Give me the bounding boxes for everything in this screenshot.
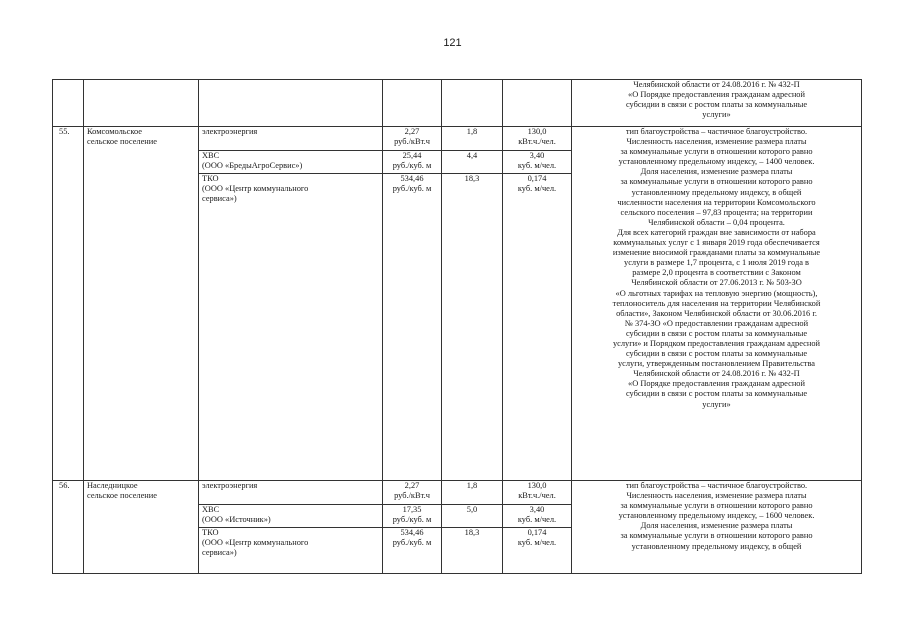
tariff-value: руб./куб. м	[392, 538, 432, 548]
tariff-value: руб./куб. м	[392, 161, 432, 171]
tariff-cell	[383, 528, 442, 574]
tariff-cell	[383, 481, 442, 505]
description-line: «О льготных тарифах на тепловую энергию (мощность),	[615, 288, 818, 298]
table-row	[53, 80, 862, 127]
growth-value: 1,8	[466, 481, 478, 490]
description-line: установленному предельному индексу, – 1400 человек.	[618, 157, 815, 167]
description-line: № 374-ЗО «О предоставлении гражданам адресной	[624, 318, 809, 328]
growth-value: 18,3	[464, 528, 480, 537]
description-line: субсидии в связи с ростом платы за коммунальные	[625, 389, 808, 399]
description-line: за коммунальные услуги в отношении которого равно	[620, 531, 813, 541]
service-name-cell	[199, 151, 383, 174]
service-name: электроэнергия	[202, 127, 258, 136]
table-row	[53, 481, 862, 505]
growth-cell	[442, 481, 503, 505]
description-cell	[572, 80, 862, 127]
tariff-table	[52, 79, 862, 574]
description-line: Доля населения, изменение размера платы	[640, 167, 793, 177]
service-name: (ООО «Центр коммунального	[202, 184, 309, 194]
service-name: электроэнергия	[202, 481, 258, 490]
description-line: сельского поселения – 97,83 процента; на территории	[620, 207, 813, 217]
norm-value: куб. м/чел.	[517, 184, 557, 194]
description-line: субсидии в связи с ростом платы за коммунальные	[625, 349, 808, 359]
growth-cell	[442, 528, 503, 574]
description-line: Челябинской области от 24.08.2016 г. № 432-П	[633, 80, 800, 89]
growth-cell	[442, 174, 503, 481]
norm-cell	[503, 481, 572, 505]
settlement-cell	[84, 80, 199, 127]
norm-value: 3,40	[529, 151, 545, 160]
row-number-cell	[53, 80, 84, 127]
tariff-value: 2,27	[404, 127, 420, 136]
norm-cell	[503, 127, 572, 151]
service-name: ТКО	[202, 174, 219, 183]
service-name: (ООО «Источник»)	[202, 515, 271, 525]
description-line: услуги, утвержденным постановлением Правительства	[617, 359, 816, 369]
tariff-cell	[383, 80, 442, 127]
tariff-value: руб./куб. м	[392, 184, 432, 194]
description-line: за коммунальные услуги в отношении которого равно	[620, 501, 813, 511]
norm-value: куб. м/чел.	[517, 161, 557, 171]
tariff-cell	[383, 174, 442, 481]
service-name: (ООО «БредыАгроСервис»)	[202, 161, 303, 171]
description-line: Доля населения, изменение размера платы	[640, 521, 793, 531]
service-name: сервиса»)	[202, 548, 237, 558]
tariff-cell	[383, 127, 442, 151]
settlement-name: Комсомольское	[87, 127, 142, 136]
norm-cell	[503, 505, 572, 528]
tariff-value: 534,46	[400, 174, 424, 183]
service-name: (ООО «Центр коммунального	[202, 538, 309, 548]
description-line: Численность населения, изменение размера платы	[626, 137, 807, 147]
description-cell	[572, 481, 862, 574]
norm-value: куб. м/чел.	[517, 515, 557, 525]
growth-value: 18,3	[464, 174, 480, 183]
description-line: Челябинской области от 24.08.2016 г. № 432-П	[633, 369, 800, 379]
growth-value: 1,8	[466, 127, 478, 136]
service-name-cell	[199, 528, 383, 574]
description-line: установленному предельному индексу, – 1600 человек.	[618, 511, 815, 521]
norm-cell	[503, 528, 572, 574]
tariff-value: 25,44	[402, 151, 422, 160]
description-line: услуги» и Порядком предоставления гражданам адресной	[612, 338, 821, 348]
tariff-cell	[383, 505, 442, 528]
description-line: за коммунальные услуги в отношении которого равно	[620, 177, 813, 187]
norm-value: кВт.ч./чел.	[518, 137, 556, 147]
description-line: изменение вносимой гражданами платы за коммунальные	[612, 248, 821, 258]
service-name: ХВС	[202, 151, 220, 160]
norm-cell	[503, 174, 572, 481]
norm-value: кВт.ч./чел.	[518, 491, 556, 501]
norm-value: куб. м/чел.	[517, 538, 557, 548]
description-line: размере 2,0 процента в соответствии с Законом	[632, 268, 801, 278]
row-number: 55.	[59, 127, 70, 136]
description-line: «О Порядке предоставления гражданам адресной	[628, 379, 805, 389]
tariff-cell	[383, 151, 442, 174]
description-line: теплоноситель для населения на территории Челябинской	[612, 298, 821, 308]
tariff-value: руб./куб. м	[392, 515, 432, 525]
description-line: за коммунальные услуги в отношении которого равно	[620, 147, 813, 157]
service-name-cell	[199, 80, 383, 127]
growth-value: 5,0	[466, 505, 478, 514]
norm-cell	[503, 80, 572, 127]
settlement-cell	[84, 127, 199, 481]
growth-cell	[442, 505, 503, 528]
growth-cell	[442, 151, 503, 174]
settlement-cell	[84, 481, 199, 574]
settlement-name: сельское поселение	[87, 137, 157, 147]
settlement-name: сельское поселение	[87, 491, 157, 501]
description-line: услуги»	[702, 110, 731, 120]
norm-value: 3,40	[529, 505, 545, 514]
description-cell	[572, 127, 862, 481]
row-number: 56.	[59, 481, 70, 490]
growth-cell	[442, 80, 503, 127]
description-line: тип благоустройства – частичное благоустройство.	[625, 481, 808, 490]
service-name-cell	[199, 127, 383, 151]
service-name-cell	[199, 174, 383, 481]
description-line: коммунальных услуг с 1 января 2019 года обеспечивается	[613, 238, 820, 248]
tariff-value: 2,27	[404, 481, 420, 490]
row-number-cell	[53, 127, 84, 481]
norm-value: 0,174	[527, 174, 547, 183]
description-line: тип благоустройства – частичное благоустройство.	[625, 127, 808, 136]
tariff-value: 17,35	[402, 505, 422, 514]
description-line: услуги»	[702, 399, 731, 409]
service-name: ТКО	[202, 528, 219, 537]
description-line: «О Порядке предоставления гражданам адресной	[628, 90, 805, 100]
tariff-value: руб./кВт.ч	[394, 137, 430, 147]
norm-cell	[503, 151, 572, 174]
description-line: Численность населения, изменение размера платы	[626, 491, 807, 501]
description-line: услуги в размере 1,7 процента, с 1 июля 2019 года в	[624, 258, 809, 268]
service-name-cell	[199, 505, 383, 528]
service-name: ХВС	[202, 505, 220, 514]
norm-value: 130,0	[527, 481, 547, 490]
norm-value: 0,174	[527, 528, 547, 537]
description-line: области», Законом Челябинской области от 30.06.2016 г.	[616, 308, 817, 318]
description-line: установленному предельному индексу, в общей	[631, 541, 802, 551]
table-row	[53, 127, 862, 151]
description-line: Челябинской области от 27.06.2013 г. № 503-ЗО	[631, 278, 802, 288]
page-number: 121	[443, 37, 462, 49]
service-name: сервиса»)	[202, 194, 237, 204]
description-line: Для всех категорий граждан вне зависимости от набора	[617, 227, 816, 237]
description-line: субсидии в связи с ростом платы за коммунальные	[625, 328, 808, 338]
description-line: субсидии в связи с ростом платы за коммунальные	[625, 100, 808, 110]
description-line: численности населения на территории Комсомольского	[617, 197, 816, 207]
growth-value: 4,4	[466, 151, 478, 160]
service-name-cell	[199, 481, 383, 505]
settlement-name: Наследницкое	[87, 481, 138, 490]
row-number-cell	[53, 481, 84, 574]
norm-value: 130,0	[527, 127, 547, 136]
description-line: Челябинской области – 0,04 процента.	[648, 217, 785, 227]
growth-cell	[442, 127, 503, 151]
tariff-value: 534,46	[400, 528, 424, 537]
tariff-value: руб./кВт.ч	[394, 491, 430, 501]
description-line: установленному предельному индексу, в общей	[631, 187, 802, 197]
